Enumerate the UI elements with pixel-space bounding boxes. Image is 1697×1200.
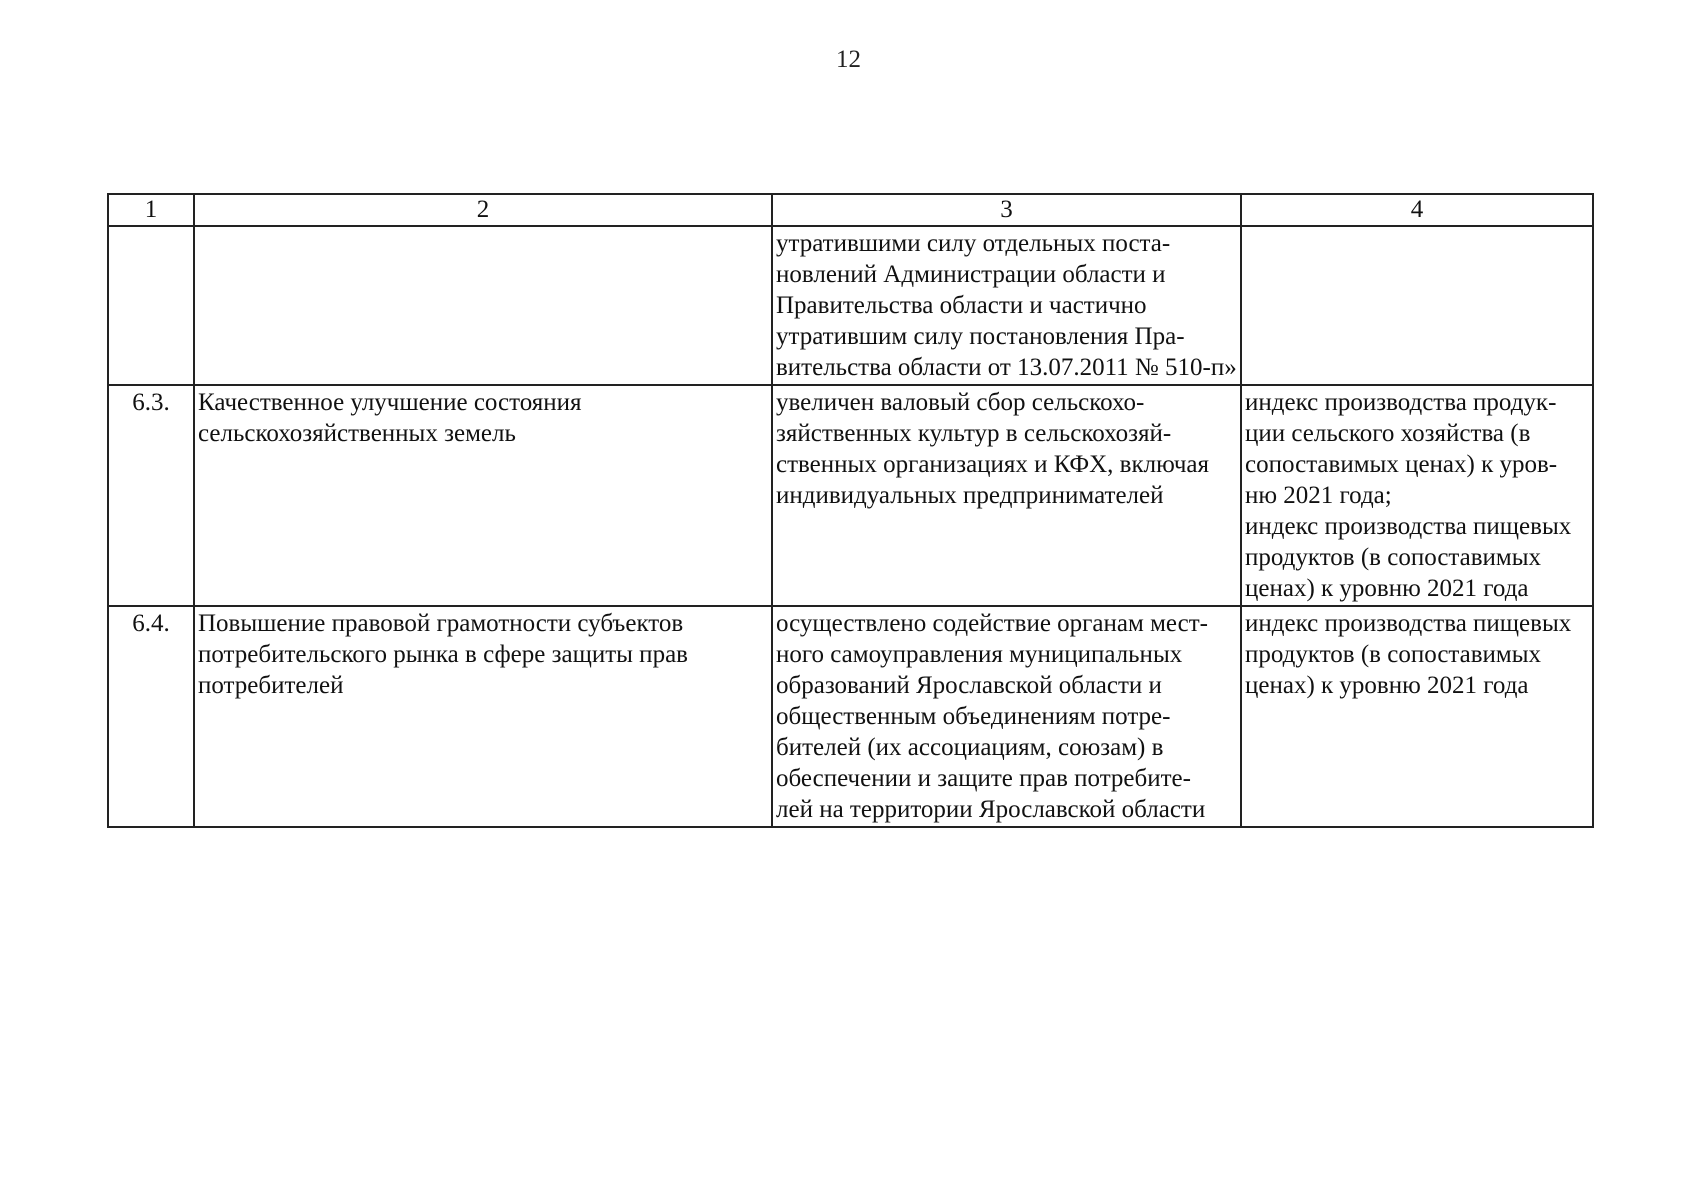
table-row: [108, 606, 1593, 827]
page-number: 12: [836, 46, 861, 73]
row-indicator: индекс производства продук- ции сельского хозяйства (в сопоставимых ценах) к уров- ню 2021 года; индекс производства пищевых продуктов (в сопоставимых ценах) к уровню 2021 года: [1241, 385, 1593, 606]
row-task: [194, 226, 772, 385]
table-header-row: [108, 194, 1593, 226]
row-number: 6.4.: [108, 606, 194, 827]
row-number: [108, 226, 194, 385]
row-result: увеличен валовый сбор сельскохо- зяйственных культур в сельскохозяй- ственных организациях и КФХ, включая индивидуальных предпринимателей: [772, 385, 1241, 606]
measures-table: [107, 193, 1594, 828]
header-col-2: 2: [194, 194, 772, 226]
row-result: утратившими силу отдельных поста- новлений Администрации области и Правительства области и частично утратившим силу постановления Пра- вительства области от 13.07.2011 № 510-п»: [772, 226, 1241, 385]
row-result: осуществлено содействие органам мест- ного самоуправления муниципальных образований Ярославской области и общественным объединениям потре- бителей (их ассоциациям, союзам) в обеспечении и защите прав потребите- лей на территории Ярославской области: [772, 606, 1241, 827]
row-indicator: [1241, 226, 1593, 385]
row-number: 6.3.: [108, 385, 194, 606]
header-col-4: 4: [1241, 194, 1593, 226]
header-col-1: 1: [108, 194, 194, 226]
table-row: [108, 226, 1593, 385]
row-task: Качественное улучшение состояния сельскохозяйственных земель: [194, 385, 772, 606]
table-row: [108, 385, 1593, 606]
header-col-3: 3: [772, 194, 1241, 226]
row-task: Повышение правовой грамотности субъектов потребительского рынка в сфере защиты прав потребителей: [194, 606, 772, 827]
row-indicator: индекс производства пищевых продуктов (в сопоставимых ценах) к уровню 2021 года: [1241, 606, 1593, 827]
